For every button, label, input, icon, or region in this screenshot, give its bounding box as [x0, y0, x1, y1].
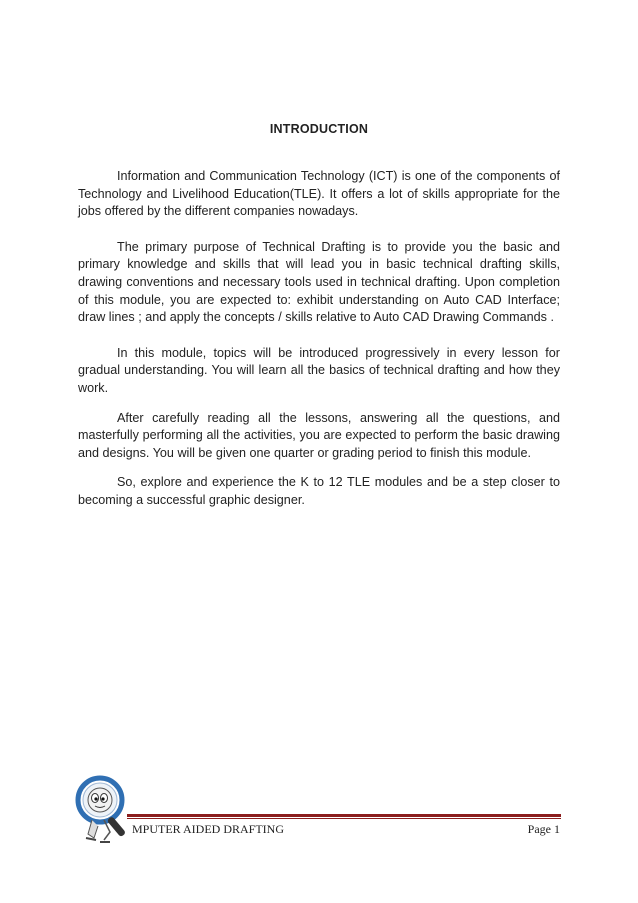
footer-page-number: Page 1: [527, 822, 560, 836]
body-text: [78, 168, 560, 522]
paragraph-4: After carefully reading all the lessons, answering all the questions, and masterfully performing all the activities, you are expected to perform the basic drawing and designs. You will be given one quarter or grading period to finish this module.: [78, 410, 560, 460]
paragraph-1: Information and Communication Technology (ICT) is one of the components of Technology and Livelihood Education(TLE). It offers a lot of skills appropriate for the jobs offered by the different companies nowadays.: [78, 169, 560, 219]
footer-rule-thick: [127, 814, 561, 817]
magnifier-mascot-icon: [70, 772, 136, 846]
page-title: INTRODUCTION: [269, 122, 369, 136]
footer-module-title: MPUTER AIDED DRAFTING: [132, 822, 285, 836]
paragraph-2: The primary purpose of Technical Drafting is to provide you the basic and primary knowledge and skills that will lead you in basic technical drafting skills, drawing conventions and necessary tools used in technical drafting. Upon completion of this module, you are expected to: exhibit understanding on Auto CAD Interface; draw lines ; and apply the concepts / skills relative to Auto CAD Drawing Commands .: [78, 239, 560, 325]
paragraph-3: In this module, topics will be introduced progressively in every lesson for gradual understanding. You will learn all the basics of technical drafting and how they work.: [78, 345, 560, 395]
footer-rule-thin: [127, 818, 561, 819]
paragraph-5: So, explore and experience the K to 12 TLE modules and be a step closer to becoming a successful graphic designer.: [78, 475, 560, 507]
